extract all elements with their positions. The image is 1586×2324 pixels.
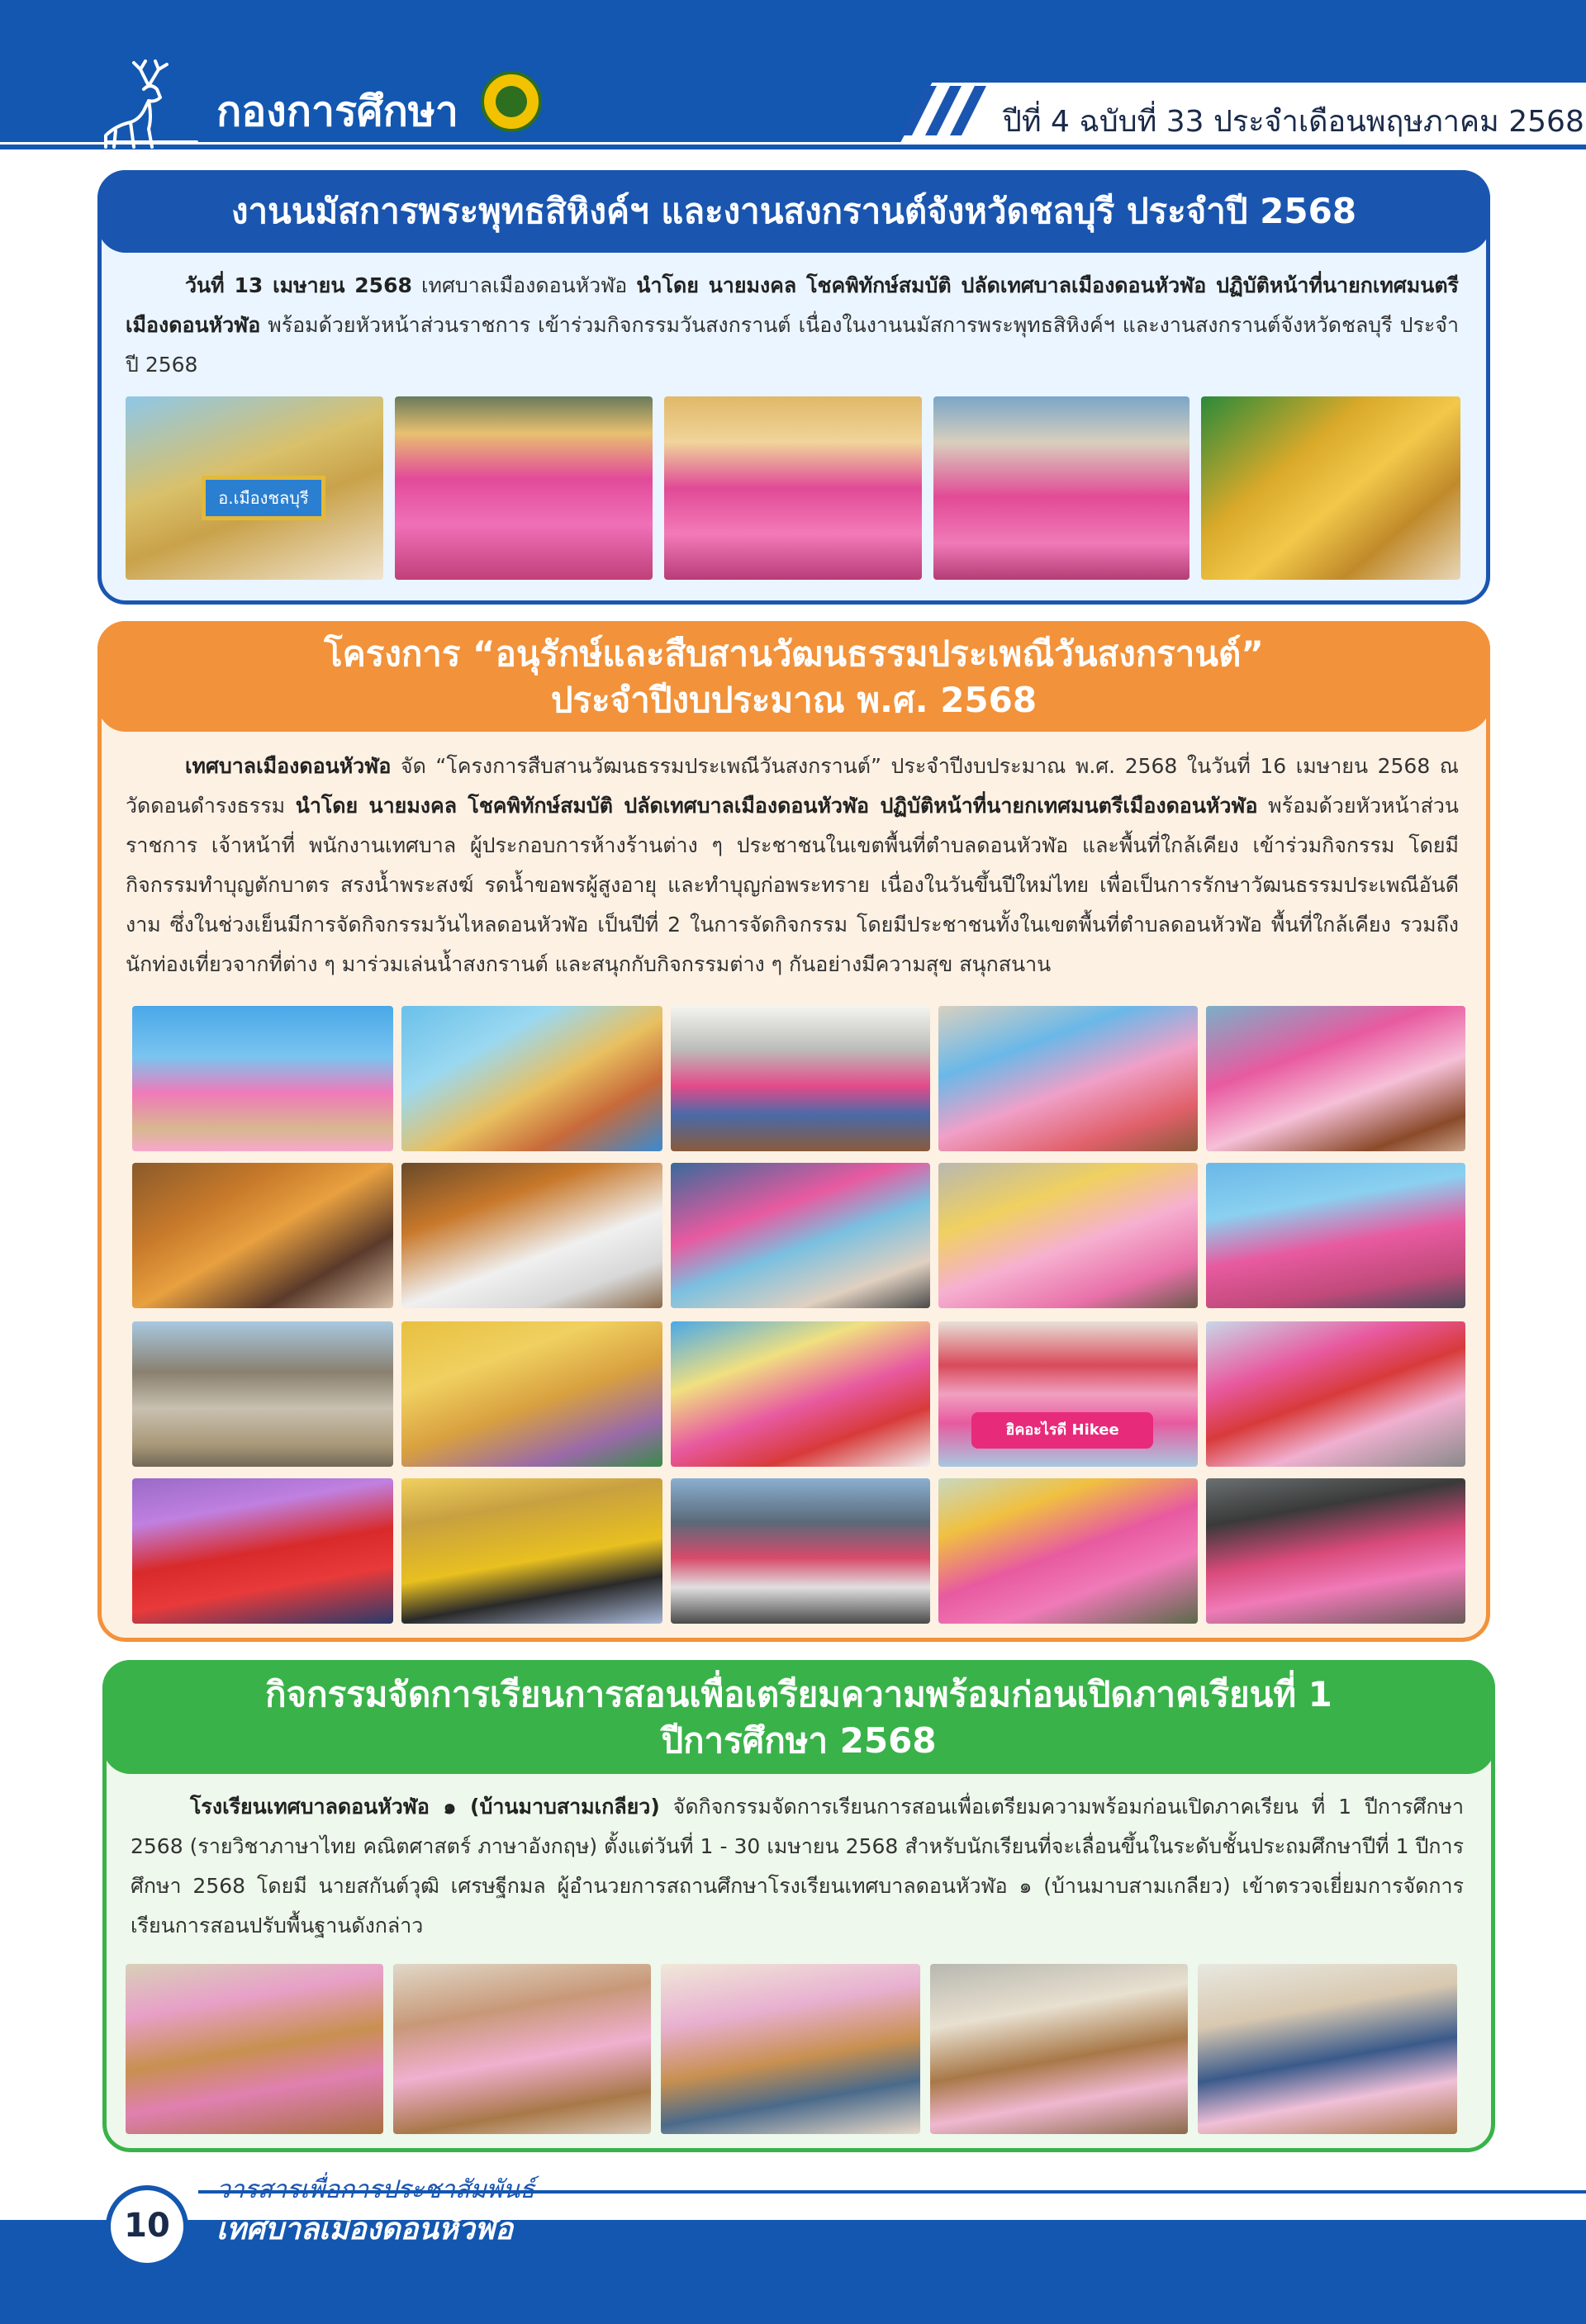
section1-title: งานนมัสการพระพุทธสิหิงค์ฯ และงานสงกรานต์จังหวัดชลบุรี ประจำปี 2568 bbox=[230, 191, 1357, 231]
header-divider bbox=[0, 145, 1586, 149]
section3-paragraph: โรงเรียนเทศบาลดอนหัวฬ่อ ๑ (บ้านมาบสามเกลียว) จัดกิจกรรมจัดการเรียนการสอนเพื่อเตรียมความพร้อมก่อนเปิดภาคเรียน ที่ 1 ปีการศึกษา 2568 (รายวิชาภาษาไทย คณิตศาสตร์ ภาษาอังกฤษ) ตั้งแต่วันที่ 1 - 30 เมษายน 2568 สำหรับนักเรียนที่จะเลื่อนขึ้นในระดับชั้นประถมศึกษาปีที่ 1 ปีการศึกษา 2568 โดยมี นายสกันต์วุฒิ เศรษฐีกมล ผู้อำนวยการสถานศึกษาโรงเรียนเทศบาลดอนหัวฬ่อ ๑ (บ้านมาบสามเกลียว) เข้าตรวจเยี่ยมการจัดการเรียนการสอนปรับพื้นฐานดังกล่าว bbox=[131, 1795, 1464, 1937]
photo-classroom-2 bbox=[393, 1964, 651, 2134]
page-number: 10 bbox=[124, 2207, 170, 2245]
parade-sign: อ.เมืองชลบุรี bbox=[202, 476, 325, 520]
photo-grid-6 bbox=[132, 1163, 393, 1308]
page-number-badge bbox=[106, 2185, 188, 2268]
footer-journal-label: วารสารเพื่อการประชาสัมพันธ์ bbox=[216, 2175, 535, 2204]
photo-grid-2 bbox=[401, 1006, 662, 1151]
photo-grid-11 bbox=[132, 1321, 393, 1467]
photo-grid-9 bbox=[938, 1163, 1198, 1308]
department-title: กองการศึกษา bbox=[216, 88, 458, 135]
photo-buddha-float bbox=[1201, 396, 1460, 580]
photo-classroom-3 bbox=[661, 1964, 920, 2134]
photo-grid-12 bbox=[401, 1321, 662, 1467]
photo-grid-14 bbox=[938, 1321, 1198, 1467]
photo-grid-4 bbox=[938, 1006, 1198, 1151]
photo-officials-1 bbox=[395, 396, 653, 580]
deer-icon bbox=[97, 59, 205, 150]
photo-grid-17 bbox=[401, 1478, 662, 1624]
hikee-banner: ฮิคอะไรดี Hikee bbox=[971, 1412, 1153, 1449]
section2-title-line1: โครงการ “อนุรักษ์และสืบสานวัฒนธรรมประเพณีวันสงกรานต์” bbox=[324, 633, 1264, 674]
photo-grid-15 bbox=[1206, 1321, 1465, 1467]
decor-stripes bbox=[900, 86, 1000, 135]
photo-grid-5 bbox=[1206, 1006, 1465, 1151]
section2-header bbox=[97, 621, 1490, 732]
section3-title-line1: กิจกรรมจัดการเรียนการสอนเพื่อเตรียมความพร้อมก่อนเปิดภาคเรียนที่ 1 bbox=[265, 1674, 1332, 1715]
s1-date: วันที่ 13 เมษายน 2568 bbox=[185, 273, 412, 297]
photo-grid-20 bbox=[1206, 1478, 1465, 1624]
photo-classroom-4 bbox=[930, 1964, 1188, 2134]
photo-officials-2 bbox=[664, 396, 922, 580]
photo-officials-3 bbox=[933, 396, 1190, 580]
section2-paragraph: เทศบาลเมืองดอนหัวฬ่อ จัด “โครงการสืบสานวัฒนธรรมประเพณีวันสงกรานต์” ประจำปีงบประมาณ พ.ศ. 2568 ในวันที่ 16 เมษายน 2568 ณ วัดดอนดำรงธรรม นำโดย นายมงคล โชคพิทักษ์สมบัติ ปลัดเทศบาลเมืองดอนหัวฬ่อ ปฏิบัติหน้าที่นายกเทศมนตรีเมืองดอนหัวฬ่อ พร้อมด้วยหัวหน้าส่วนราชการ เจ้าหน้าที่ พนักงานเทศบาล ผู้ประกอบการห้างร้านต่าง ๆ ประชาชนในเขตพื้นที่ตำบลดอนหัวฬ่อ และพื้นที่ใกล้เคียง เข้าร่วมกิจกรรม โดยมีกิจกรรมทำบุญตักบาตร สรงน้ำพระสงฆ์ รดน้ำขอพรผู้สูงอายุ และทำบุญก่อพระทราย เนื่องในวันขึ้นปีใหม่ไทย เพื่อเป็นการรักษาวัฒนธรรมประเพณีอันดีงาม ซึ่งในช่วงเย็นมีการจัดกิจกรรมวันไหลดอนหัวฬ่อ เป็นปีที่ 2 ในการจัดกิจกรรม โดยมีประชาชนทั้งในเขตพื้นที่ตำบลดอนหัวฬ่อ พื้นที่ใกล้เคียง รวมถึงนักท่องเที่ยวจากที่ต่าง ๆ มาร่วมเล่นน้ำสงกรานต์ และสนุกกับกิจกรรมต่าง ๆ กันอย่างมีความสุข สนุกสนาน bbox=[126, 754, 1459, 976]
photo-grid-7 bbox=[401, 1163, 662, 1308]
photo-grid-8 bbox=[671, 1163, 930, 1308]
photo-grid-1 bbox=[132, 1006, 393, 1151]
section1-header bbox=[97, 170, 1490, 253]
photo-grid-13 bbox=[671, 1321, 930, 1467]
photo-grid-19 bbox=[938, 1478, 1198, 1624]
issue-line: ปีที่ 4 ฉบับที่ 33 ประจำเดือนพฤษภาคม 2568 bbox=[1003, 105, 1584, 139]
section3-header bbox=[102, 1660, 1495, 1774]
photo-classroom-5 bbox=[1198, 1964, 1457, 2134]
section2-title-line2: ประจำปีงบประมาณ พ.ศ. 2568 bbox=[550, 680, 1038, 720]
photo-parade bbox=[126, 396, 383, 580]
photo-grid-18 bbox=[671, 1478, 930, 1624]
section1-paragraph: วันที่ 13 เมษายน 2568 เทศบาลเมืองดอนหัวฬ่อ นำโดย นายมงคล โชคพิทักษ์สมบัติ ปลัดเทศบาลเมืองดอนหัวฬ่อ ปฏิบัติหน้าที่นายกเทศมนตรีเมืองดอนหัวฬ่อ พร้อมด้วยหัวหน้าส่วนราชการ เข้าร่วมกิจกรรมวันสงกรานต์ เนื่องในงานนมัสการพระพุทธสิหิงค์ฯ และงานสงกรานต์จังหวัดชลบุรี ประจำปี 2568 bbox=[126, 273, 1459, 377]
photo-classroom-1 bbox=[126, 1964, 383, 2134]
section3-title-line2: ปีการศึกษา 2568 bbox=[661, 1720, 937, 1761]
photo-grid-16 bbox=[132, 1478, 393, 1624]
photo-grid-10 bbox=[1206, 1163, 1465, 1308]
municipal-seal-icon bbox=[481, 71, 542, 132]
photo-grid-3 bbox=[671, 1006, 930, 1151]
footer-municipality: เทศบาลเมืองดอนหัวฬ่อ bbox=[216, 2213, 514, 2246]
